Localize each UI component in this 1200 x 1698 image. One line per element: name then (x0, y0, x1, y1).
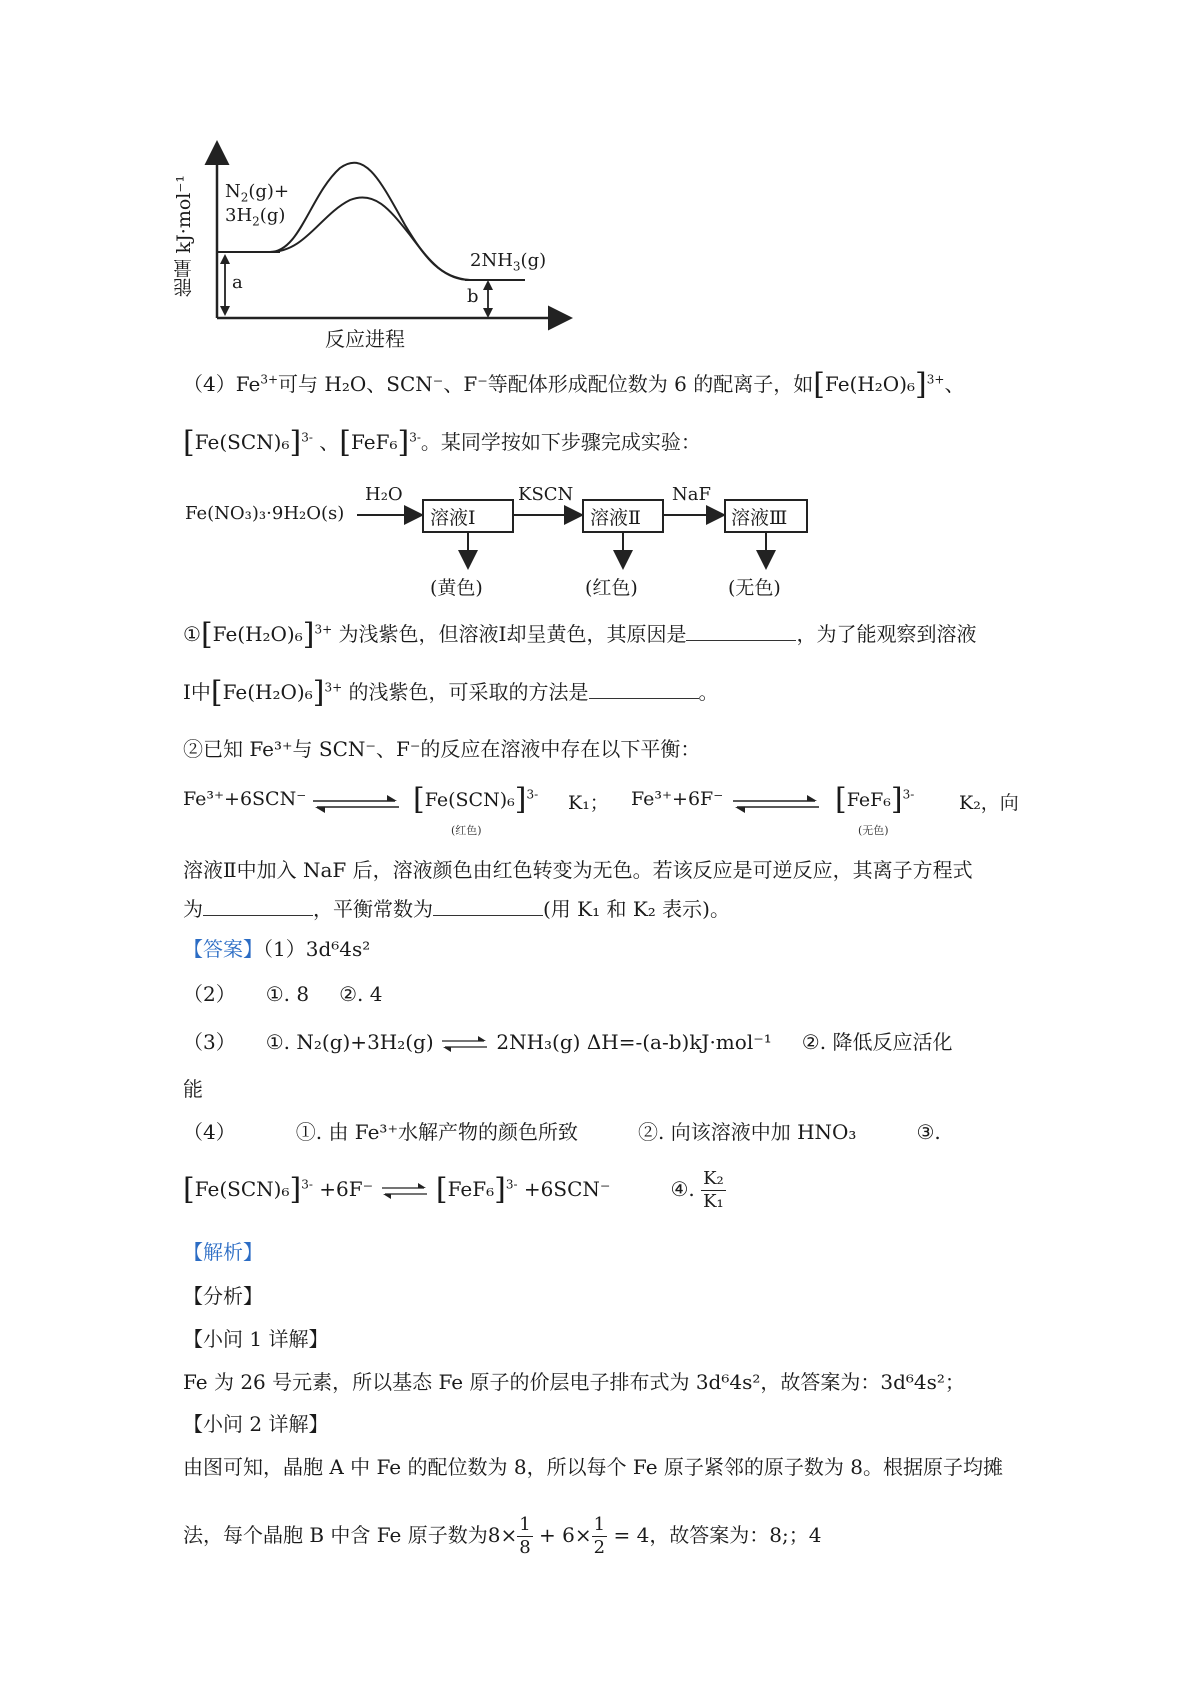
flow-reagent-1: H₂O (365, 484, 403, 505)
eq1-equilibrium-arrow (311, 792, 401, 816)
q2-detail-text2: 法，每个晶胞 B 中含 Fe 原子数为8× $\frac{1}{8}$ + 6× $\frac{1}{2}$ = 4，故答案为：8;；4 (183, 1514, 822, 1558)
frac-one-half: $\frac{1}{2}$ (593, 1514, 606, 1558)
b-arrow-head-top (483, 280, 493, 290)
sub2-line4: 为 ，平衡常数为 (用 K₁ 和 K₂ 表示)。 (183, 897, 730, 921)
eq1-k: K₁； (568, 792, 609, 814)
answer-tag: 【答案】 (183, 937, 263, 961)
a-label: a (232, 272, 243, 293)
answer-line3: （3） ①. N₂(g)+3H₂(g) 2NH₃(g) ΔH=-(a-b)kJ·mol⁻¹ ②. 降低反应活化 (183, 1030, 953, 1054)
frac-one-eighth: $\frac{1}{8}$ (519, 1514, 531, 1558)
eq2-k: K₂，向 (959, 792, 1019, 814)
analysis-tag: 【解析】 (183, 1240, 263, 1264)
a4-equilibrium-arrow (380, 1181, 430, 1201)
flow-box-3: 溶液Ⅲ (731, 507, 788, 529)
flow-color-3: (无色) (728, 577, 781, 599)
a-arrow-head-top (220, 254, 230, 264)
flow-reagent-2: KSCN (518, 484, 574, 505)
q1-detail-tag: 【小问 1 详解】 (183, 1327, 329, 1351)
sub2-line1: ②已知 Fe³⁺与 SCN⁻、F⁻的反应在溶液中存在以下平衡： (183, 737, 701, 761)
q4-line1: $(4)Fe^{3+}$可与 H₂O、SCN⁻、F⁻等配体形成配位数为 6 的配离子，如$[Fe(H_2O)_6]^{3+}$、 (183, 367, 965, 402)
blank-reason[interactable] (686, 622, 796, 641)
q1-detail-text: Fe 为 26 号元素，所以基态 Fe 原子的价层电子排布式为 3d⁶4s²，故答案为：3d⁶4s²； (183, 1370, 965, 1394)
a-arrow-head-bottom (220, 306, 230, 316)
b-label: b (467, 286, 479, 307)
answer-line3b: 能 (183, 1077, 203, 1101)
reactant-label: $N_2(g)+$ $3H_2(g)$ (225, 181, 290, 229)
answer-line5: $[Fe(SCN)_6]^{3-} +6F^-$ $[FeF_6]^{3-} +6SCN^-$ ④. $\frac{\text{K₂}}{\text{K₁}}$ (183, 1168, 724, 1212)
answer-line2: （2） ①. 8 ②. 4 (183, 982, 383, 1006)
k-ratio-fraction: $\frac{\text{K₂}}{\text{K₁}}$ (703, 1168, 724, 1212)
answer-line4: （4） ①. 由 Fe³⁺水解产物的颜色所致 ②. 向该溶液中加 HNO₃ ③. (183, 1120, 941, 1144)
sub1-line1: $①[Fe(H_2O)_6]^{3+}$ 为浅紫色，但溶液Ⅰ却呈黄色，其原因是 ，为了能观察到溶液 (183, 617, 977, 652)
blank-method[interactable] (589, 680, 699, 699)
energy-diagram (173, 140, 580, 355)
eq2-product: $[FeF_6]^{3-}$ (835, 782, 915, 817)
q2-detail-tag: 【小问 2 详解】 (183, 1412, 329, 1436)
flow-start: Fe(NO₃)₃·9H₂O(s) (185, 503, 345, 524)
flow-color-2: (红色) (585, 577, 638, 599)
q4-line2: $[Fe(SCN)_6]^{3-}$ 、$[FeF_6]^{3-}$。某同学按如下步骤完成实验： (183, 425, 701, 460)
experiment-flow (185, 478, 825, 618)
eq1-product: $[Fe(SCN)_6]^{3-}$ (413, 782, 539, 817)
product-label: $2NH_3(g)$ (470, 250, 547, 274)
fenxi-tag: 【分析】 (183, 1284, 263, 1308)
q2-detail-text: 由图可知，晶胞 A 中 Fe 的配位数为 8，所以每个 Fe 原子紧邻的原子数为 8。根据原子均摊 (183, 1455, 1003, 1479)
eq2-left: Fe³⁺+6F⁻ (631, 788, 724, 810)
flow-box-1: 溶液Ⅰ (430, 507, 476, 529)
blank-constant[interactable] (433, 897, 543, 916)
answer-line1: 【答案】（1）3d⁶4s² (183, 937, 371, 961)
flow-box-2: 溶液Ⅱ (590, 507, 641, 529)
sub2-line3: 溶液Ⅱ中加入 NaF 后，溶液颜色由红色转变为无色。若该反应是可逆反应，其离子方程式 (183, 858, 973, 882)
sub1-line2: Ⅰ中$[Fe(H_2O)_6]^{3+}$ 的浅紫色，可采取的方法是 。 (183, 675, 719, 710)
x-axis-label: 反应进程 (325, 327, 405, 351)
eq1-under: (红色) (451, 824, 482, 837)
b-arrow-head-bottom (483, 308, 493, 318)
blank-equation[interactable] (203, 897, 313, 916)
y-axis-label: 能量 kJ·mol⁻¹ (173, 175, 195, 298)
flow-reagent-3: NaF (672, 484, 711, 505)
uncatalyzed-curve (270, 163, 470, 280)
eq2-under: (无色) (858, 824, 889, 837)
a3-equilibrium-arrow (440, 1034, 490, 1054)
eq2-equilibrium-arrow (731, 792, 821, 816)
flow-color-1: (黄色) (430, 577, 483, 599)
sub2-equilibria (183, 780, 1023, 840)
eq1-left: Fe³⁺+6SCN⁻ (183, 788, 307, 810)
catalyzed-curve (270, 197, 470, 280)
